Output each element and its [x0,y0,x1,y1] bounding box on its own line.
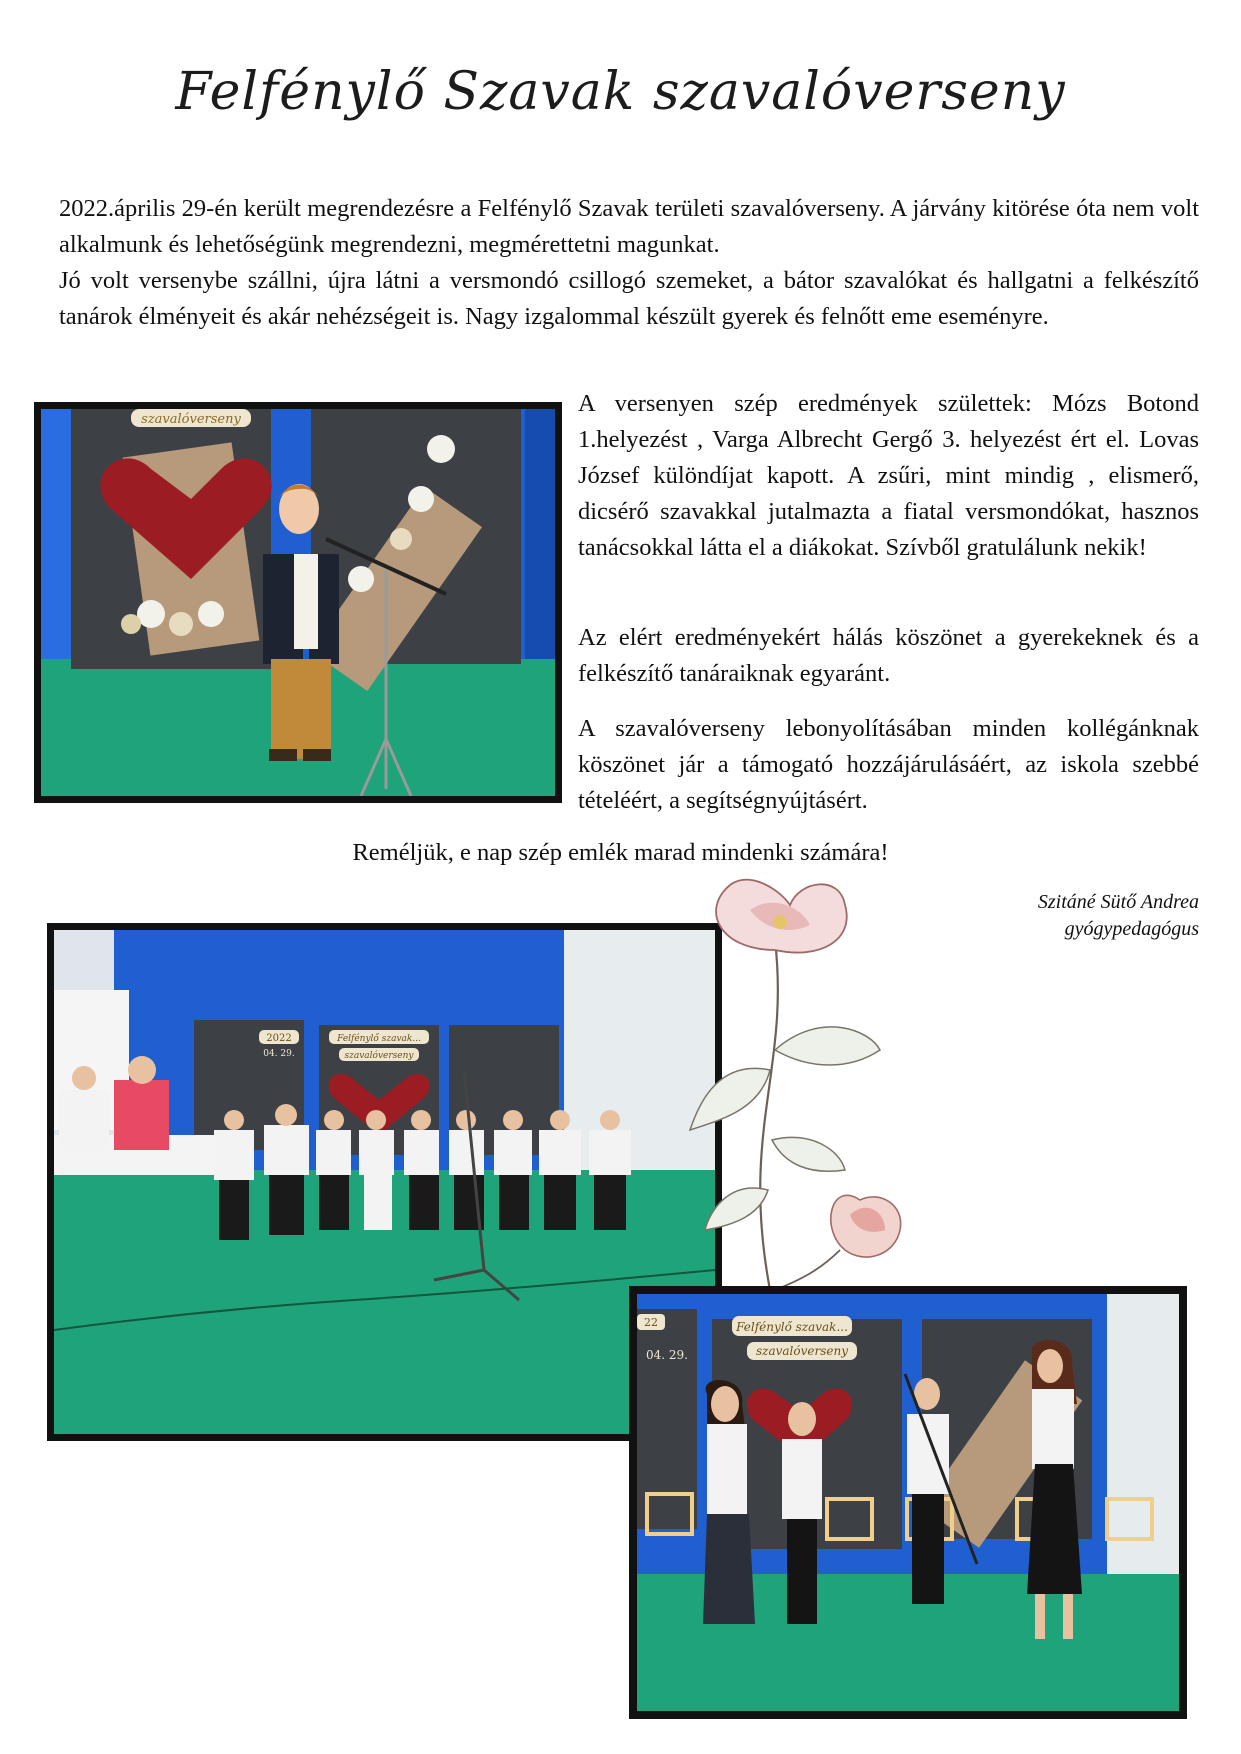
sign-event-title: Felfénylő szavak... [736,1320,848,1334]
sign-date-short: 04. 29. [646,1348,688,1362]
experience-paragraph: Jó volt versenybe szállni, újra látni a versmondó csillogó szemeket, a bátor szavalókat és hallgatni a felkészítő tanárok élményeit és akár nehézségeit is. Nagy izgalommal készült gyerek és felnőtt eme eseményre. [59,267,1199,330]
intro-paragraph: 2022.április 29-én került megrendezésre a Felfénylő Szavak területi szavalóverseny. A járvány kitörése óta nem volt alkalmunk és lehetőségünk megrendezni, megmérettetni magunkat. [59,195,1199,258]
closing-line: Reméljük, e nap szép emlék marad mindenki számára! [352,839,889,866]
signature-role: gyógypedagógus [1064,918,1199,940]
signature-name: Szitáné Sütő Andrea [1037,891,1199,913]
sign-event-2: szavalóverseny [344,1051,414,1061]
photo-flute-performance [629,1286,1187,1719]
sign-year: 2022 [266,1033,292,1044]
results-paragraph: A versenyen szép eredmények születtek: Mózs Botond 1.helyezést , Varga Albrecht Gergő 3. helyezést ért el. Lovas József különdíjat kapott. A zsűri, mint mindig , elismerő, dicsérő szavakkal jutalmazta a fiatal versmondókat, hasznos tanácsokkal látta el a diákokat. Szívből gratulálunk nekik! [578,390,1199,561]
photo-participants-seated [47,923,722,1441]
photo-participants-scene [54,930,715,1434]
sign-szavaloverseny: szavalóverseny [141,412,241,427]
page-title: Felfénylő Szavak szavalóverseny [175,62,1066,122]
sign-year-short: 22 [644,1316,658,1329]
colleagues-paragraph: A szavalóverseny lebonyolításában minden kollégánknak köszönet jár a támogató hozzájárulásáért, az iskola szebbé tételéért, a segítségnyújtásért. [578,715,1199,814]
photo-flute-scene [637,1294,1179,1711]
thanks-paragraph: Az elért eredményekért hálás köszönet a gyerekeknek és a felkészítő tanáraiknak egyaránt. [578,624,1199,687]
photo-boy-reciting [34,402,562,803]
photo-boy-reciting-scene [41,409,555,796]
flower-illustration [680,870,960,1300]
sign-event: Felfénylő szavak... [337,1034,421,1044]
sign-date: 04. 29. [263,1049,295,1059]
sign-event-title-2: szavalóverseny [755,1344,849,1358]
